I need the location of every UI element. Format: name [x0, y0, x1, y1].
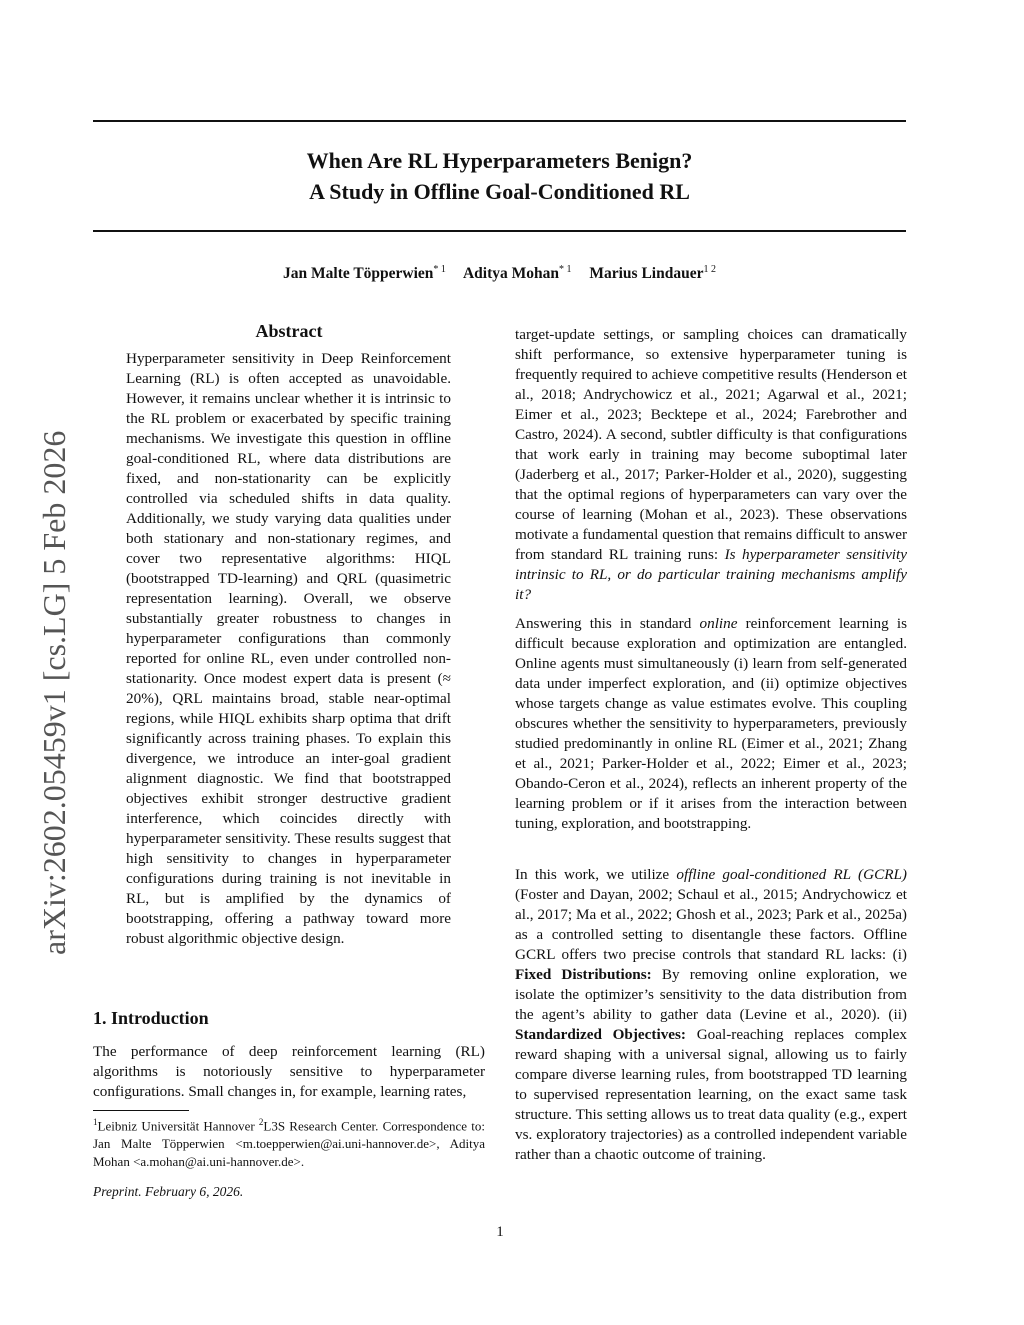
arxiv-stamp: arXiv:2602.05459v1 [cs.LG] 5 Feb 2026	[36, 430, 72, 955]
paper-title-line1: When Are RL Hyperparameters Benign?	[306, 148, 693, 173]
section-heading-introduction: 1. Introduction	[93, 1008, 209, 1028]
body-text: reinforcement learning is difficult because exploration and optimization are entangled. Online agents must simultaneously (i) learn from self-generated data under imperfect exploration, and (ii) optimize objectives whose targets change as value estimates evolve. This coupling obscures whether the sensitivity to hyperparameters, previously studied predominantly in online RL (Eimer et al., 2021; Zhang et al., 2021; Parker-Holder et al., 2022; Eimer et al., 2023; Obando-Ceron et al., 2024), reflects an inherent property of the learning problem or if it arises from the interaction between tuning, exploration, and bootstrapping.	[515, 615, 908, 832]
author-name: Aditya Mohan	[462, 265, 559, 283]
body-text: In this work, we utilize	[515, 866, 677, 883]
footnote-mark: 2	[258, 1117, 264, 1127]
emphasis-text: offline goal-conditioned RL (GCRL)	[676, 866, 907, 883]
body-text: (Foster and Dayan, 2002; Schaul et al., 2015; Andrychowicz et al., 2017; Ma et al., 2022; Ghosh et al., 2023; Park et al., 2025a) as a controlled setting to disentangle these factors. Offline GCRL offers two precise controls that standard RL lacks: (i)	[515, 886, 907, 963]
author-name: Jan Malte Töpperwien	[283, 265, 434, 283]
author-affiliation: * 1	[558, 264, 572, 275]
intro-paragraph	[515, 614, 907, 834]
intro-paragraph: The performance of deep reinforcement learning (RL) algorithms is notoriously sensitive to hyperparameter configurations. Small changes in, for example, learning rates,	[93, 1043, 485, 1100]
bold-term: Standardized Objectives:	[515, 1026, 686, 1043]
body-text: Goal-reaching replaces complex reward shaping with a universal signal, allowing us to fairly compare diverse learning rules, from bootstrapped TD learning to supervised representation learning, on the exact same task structure. This setting allows us to treat data quality (e.g., expert vs. exploratory trajectories) as a controlled independent variable rather than a chaotic outcome of training.	[515, 1026, 907, 1163]
paper-title-line2: A Study in Offline Goal-Conditioned RL	[309, 179, 690, 204]
preprint-note: Preprint. February 6, 2026.	[93, 1184, 244, 1199]
footnote-text: Leibniz Universität Hannover	[97, 1118, 259, 1134]
title-bottom-rule	[93, 230, 906, 232]
body-text: By removing online exploration, we isolate the optimizer’s sensitivity to the data distribution from the agent’s ability to gather data (Levine et al., 2020). (ii)	[515, 966, 907, 1023]
emphasis-text: online	[699, 615, 738, 632]
footnote-affiliations	[93, 1113, 485, 1171]
author-list	[93, 264, 906, 283]
bold-term: Fixed Distributions:	[515, 966, 652, 983]
body-text: target-update settings, or sampling choices can dramatically shift performance, so extensive hyperparameter tuning is frequently required to achieve competitive results (Henderson et al., 2018; Andrychowicz et al., 2021; Agarwal et al., 2021; Eimer et al., 2023; Becktepe et al., 2024; Farebrother and Castro, 2024). A second, subtler difficulty is that configurations that work early in training may become suboptimal later (Jaderberg et al., 2017; Parker-Holder et al., 2020), suggesting that the optimal regions of hyperparameters can vary over the course of learning (Mohan et al., 2023). These observations motivate a fundamental question that remains difficult to answer from standard RL training runs:	[515, 326, 907, 563]
research-question: Is hyperparameter sensitivity intrinsic to RL, or do particular training mechanisms amplify it?	[515, 546, 907, 603]
author-affiliation: 1 2	[703, 264, 716, 275]
page-number: 1	[496, 1224, 504, 1240]
intro-paragraph	[515, 865, 907, 1165]
footnote-mark: 1	[93, 1117, 98, 1127]
body-text: Answering this in standard	[515, 615, 700, 632]
abstract-heading: Abstract	[255, 321, 323, 341]
footnote-rule	[93, 1110, 189, 1111]
author-name: Marius Lindauer	[589, 265, 704, 283]
abstract-text: Hyperparameter sensitivity in Deep Reinforcement Learning (RL) is often accepted as unavoidable. However, it remains unclear whether it is intrinsic to the RL problem or exacerbated by specific training mechanisms. We investigate this question in offline goal-conditioned RL, where data distributions are fixed, and non-stationarity can be explicitly controlled via scheduled shifts in data quality. Additionally, we study varying data qualities under both stationary and non-stationary regimes, and cover two representative algorithms: HIQL (bootstrapped TD-learning) and QRL (quasimetric representation learning). Overall, we observe substantially greater robustness to changes in hyperparameter configurations than commonly reported for online RL, even under controlled non-stationarity. Once modest expert data is present (≈ 20%), QRL maintains broad, stable near-optimal regions, while HIQL exhibits sharp optima that drift significantly across training phases. To explain this divergence, we introduce an inter-goal gradient alignment diagnostic. We find that bootstrapped objectives exhibit stronger destructive gradient interference, which coincides directly with hyperparameter sensitivity. These results suggest that high sensitivity to changes in hyperparameter configurations during training is not inevitable in RL, but is amplified by the dynamics of bootstrapping, offering a pathway toward more robust algorithmic objective design.	[126, 350, 451, 947]
footnote-text: L3S Research Center. Correspondence to: Jan Malte Töpperwien <m.toepperwien@ai.uni-hannover.de>, Aditya Mohan <a.mohan@ai.uni-hannover.de>.	[93, 1118, 485, 1170]
author-affiliation: * 1	[433, 264, 446, 275]
title-top-rule	[93, 120, 906, 122]
intro-paragraph-continued	[515, 325, 907, 605]
